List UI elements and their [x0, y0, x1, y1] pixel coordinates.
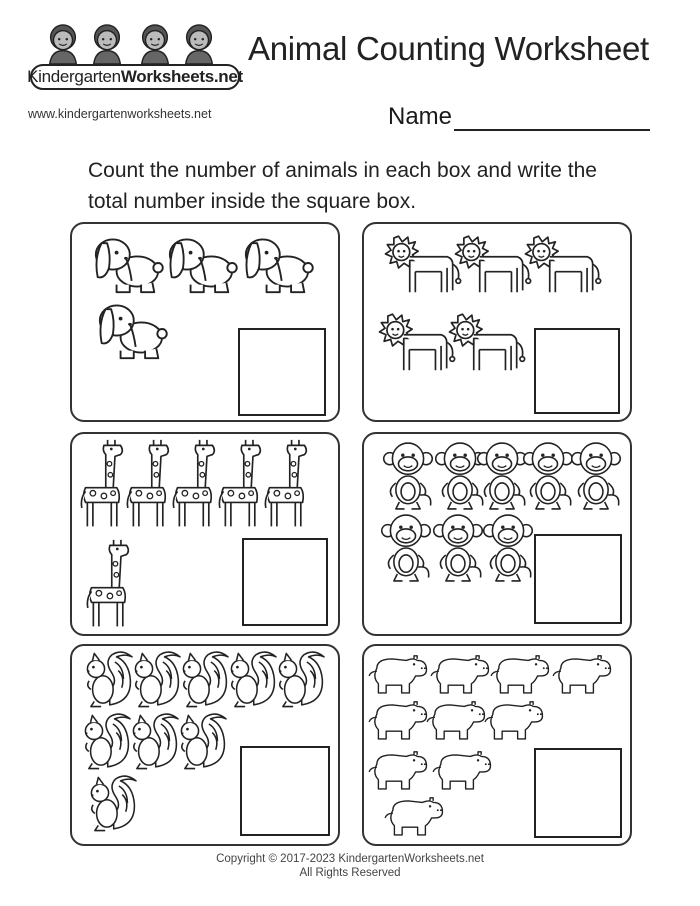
monkey-icon: [570, 440, 622, 512]
giraffe-icon: [172, 436, 218, 532]
name-line[interactable]: [454, 107, 650, 131]
name-field[interactable]: [388, 103, 650, 131]
footer-copyright: Copyright © 2017-2023 KindergartenWorksheets.net: [216, 853, 484, 865]
site-logo: [27, 22, 243, 102]
hippo-icon: [430, 748, 492, 792]
squirrel-icon: [274, 650, 326, 710]
hippo-icon: [366, 748, 428, 792]
giraffe-icon: [218, 436, 264, 532]
hippo-icon: [488, 652, 550, 696]
monkey-icon: [476, 440, 528, 512]
panel-monkeys: [362, 432, 632, 636]
instructions: [88, 155, 648, 217]
giraffe-icon: [126, 436, 172, 532]
hippo-icon: [366, 652, 428, 696]
answer-box[interactable]: [238, 328, 326, 416]
logo-prefix: Kindergarten: [27, 67, 121, 86]
panel-giraffes: [70, 432, 340, 636]
squirrel-icon: [80, 712, 132, 772]
squirrel-icon: [86, 774, 138, 834]
panel-lions: [362, 222, 632, 422]
squirrel-icon: [130, 650, 182, 710]
panel-hippos: [362, 644, 632, 846]
kid-girl-icon: [44, 22, 82, 64]
squirrel-icon: [226, 650, 278, 710]
logo-wordmark: [27, 64, 243, 90]
lion-icon: [518, 234, 602, 300]
squirrel-icon: [176, 712, 228, 772]
hippo-icon: [366, 698, 428, 742]
monkey-icon: [380, 512, 432, 584]
hippo-icon: [550, 652, 612, 696]
monkey-icon: [522, 440, 574, 512]
site-url[interactable]: www.kindergartenworksheets.net: [28, 107, 212, 121]
rabbit-icon: [88, 230, 164, 296]
hippo-icon: [382, 794, 444, 838]
answer-box[interactable]: [534, 748, 622, 838]
footer-rights: All Rights Reserved: [299, 867, 401, 879]
giraffe-icon: [264, 436, 310, 532]
rabbit-icon: [92, 296, 168, 362]
hippo-icon: [482, 698, 544, 742]
kid-boy-icon: [88, 22, 126, 64]
hippo-icon: [428, 652, 490, 696]
answer-box[interactable]: [534, 328, 620, 414]
rabbit-icon: [162, 230, 238, 296]
instructions-line-2: total number inside the square box.: [88, 190, 417, 213]
footer: [0, 852, 700, 880]
squirrel-icon: [178, 650, 230, 710]
panel-squirrels: [70, 644, 340, 846]
kid-boy-dark-icon: [180, 22, 218, 64]
squirrel-icon: [128, 712, 180, 772]
answer-box[interactable]: [240, 746, 330, 836]
squirrel-icon: [82, 650, 134, 710]
worksheet-title: Animal Counting Worksheet: [248, 30, 649, 67]
answer-box[interactable]: [534, 534, 622, 624]
instructions-line-1: Count the number of animals in each box and write the: [88, 159, 597, 182]
monkey-icon: [382, 440, 434, 512]
logo-suffix: Worksheets.net: [120, 67, 243, 86]
giraffe-icon: [80, 436, 126, 532]
monkey-icon: [482, 512, 534, 584]
rabbit-icon: [238, 230, 314, 296]
lion-icon: [442, 312, 526, 378]
giraffe-icon: [86, 536, 132, 632]
panel-rabbits: [70, 222, 340, 422]
monkey-icon: [432, 512, 484, 584]
kid-girl-pigtails-icon: [136, 22, 174, 64]
name-label: Name: [388, 103, 453, 130]
hippo-icon: [424, 698, 486, 742]
answer-box[interactable]: [242, 538, 328, 626]
